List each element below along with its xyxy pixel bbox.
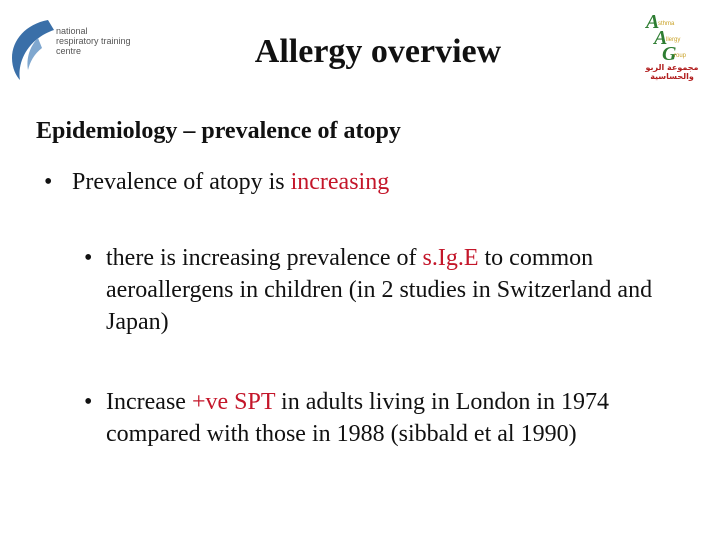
aag-letter-2: A [654, 27, 668, 49]
bullet-text [72, 166, 684, 198]
nrtc-logo-line1: national [56, 26, 88, 36]
bullet-text [106, 386, 694, 450]
section-heading: Epidemiology – prevalence of atopy [36, 118, 401, 144]
sub-bullet-item [84, 386, 694, 450]
bullet-item [44, 166, 684, 198]
sub-bullet-item [84, 242, 694, 338]
nrtc-logo-line2: respiratory training centre [56, 36, 131, 56]
slide-title: Allergy overview [254, 33, 502, 70]
aag-arabic-text: مجموعة الربو والحساسية [645, 63, 699, 81]
bullet-dot: • [84, 389, 93, 415]
aag-letter-3: G [662, 43, 677, 64]
bullet-text-before: there is increasing prevalence of [106, 245, 423, 271]
bullet-text-after: to common aeroallergens in children (in 2 studies in Switzerland and Japan) [106, 245, 653, 335]
bullet-dot: • [84, 245, 93, 271]
bullet-highlight: increasing [290, 169, 390, 195]
bullet-text-after: in adults living in London in 1974 compared with those in 1988 (sibbald et al 1990) [106, 389, 610, 447]
bullet-text-before: Prevalence of atopy is [72, 169, 291, 195]
aag-word-2: llergy [666, 37, 681, 43]
bullet-highlight: +ve SPT [191, 389, 276, 415]
bullet-highlight: s.Ig.E [422, 245, 479, 271]
aag-letter-1: A [646, 11, 660, 33]
bullet-dot: • [44, 169, 53, 195]
bullet-text-before: Increase [106, 389, 192, 415]
aag-word-3: roup [674, 53, 687, 59]
aag-word-1: sthma [658, 21, 675, 27]
bullet-text [106, 242, 694, 338]
